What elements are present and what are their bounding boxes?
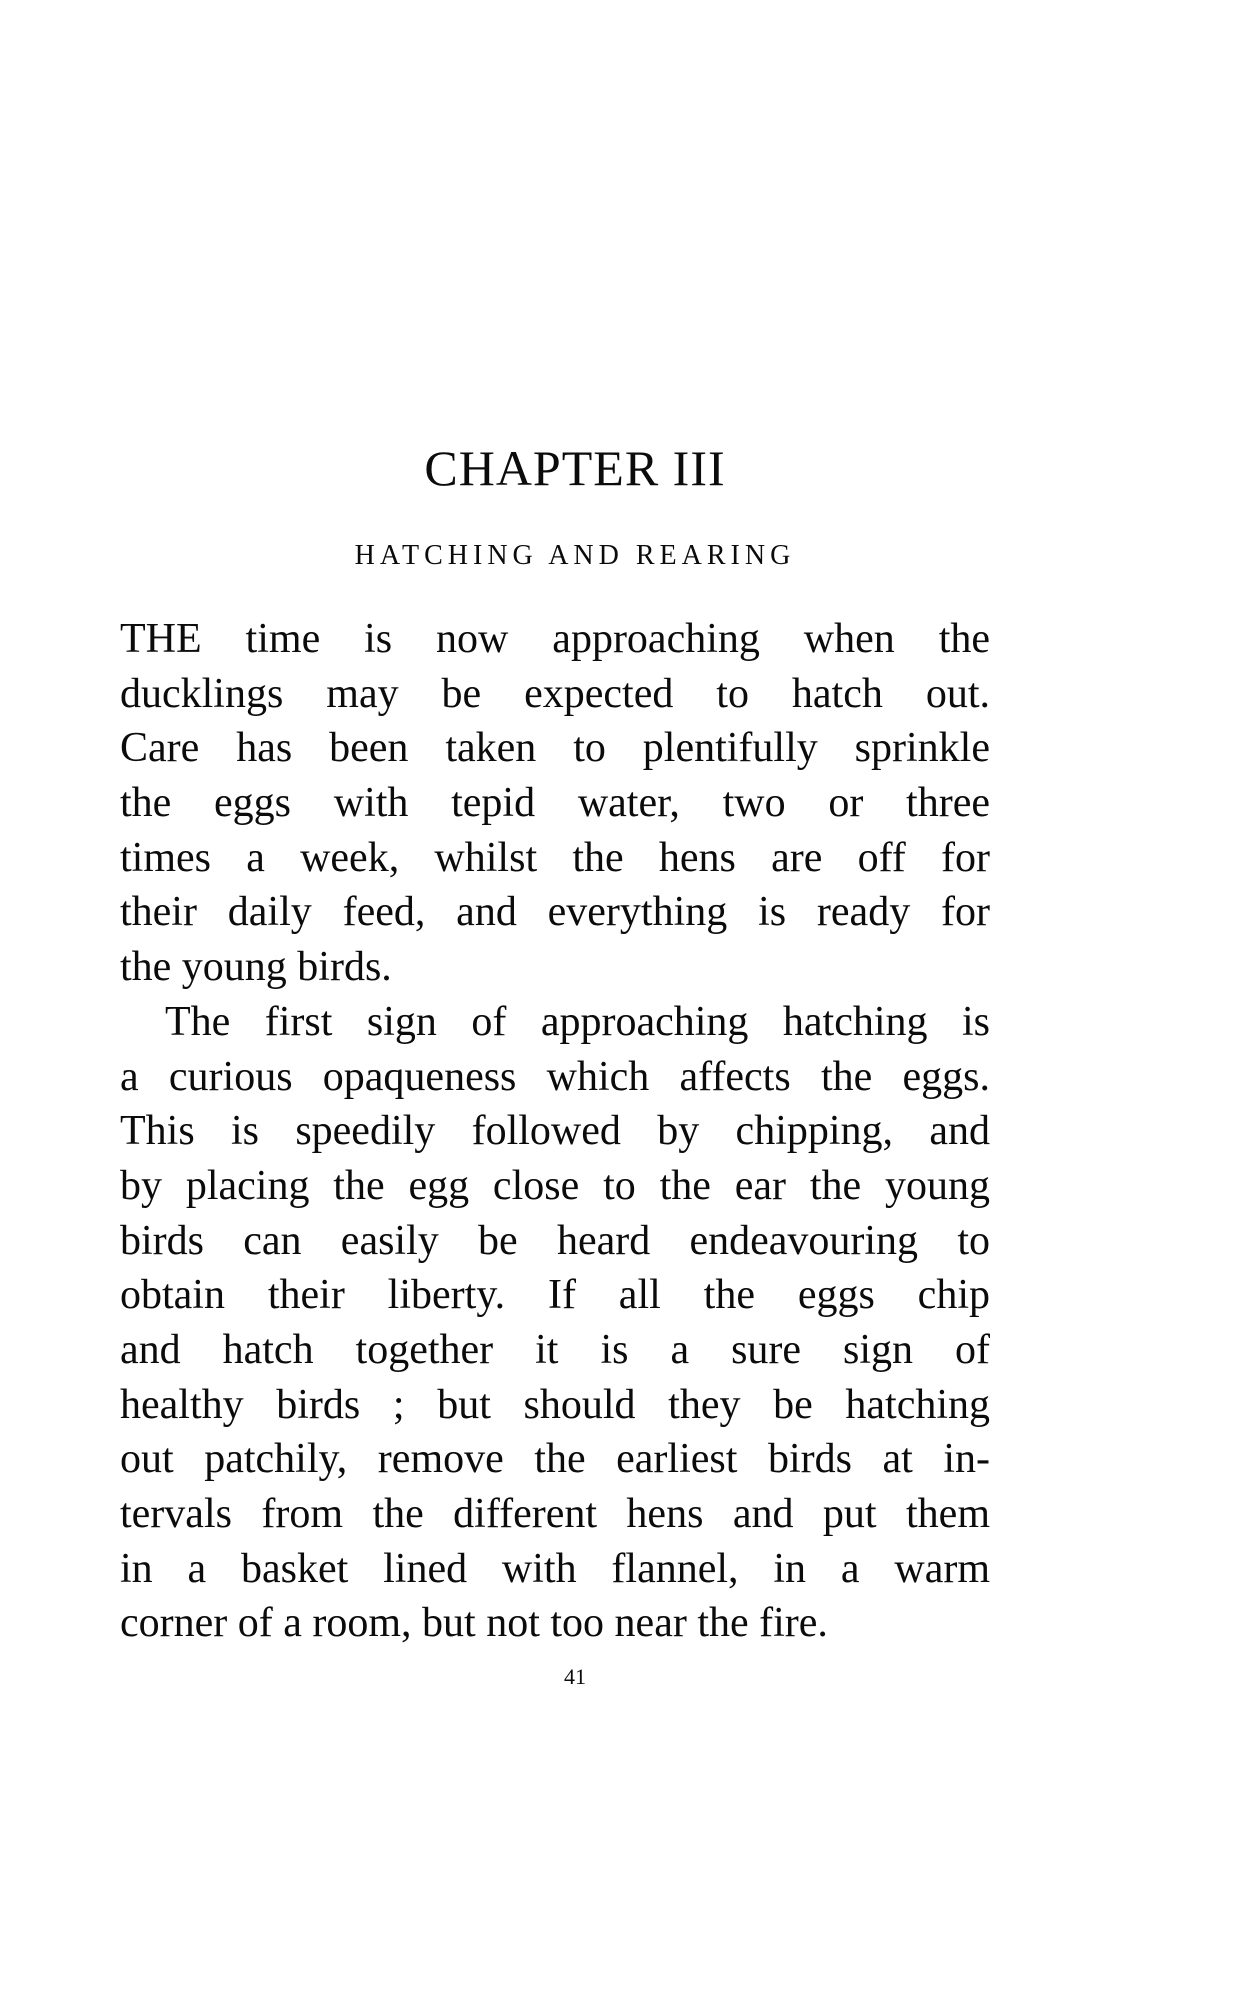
text-line: birds can easily be heard endeavouring to: [120, 1217, 990, 1264]
text-line: a curious opaqueness which affects the eggs.: [120, 1053, 990, 1100]
text-line: This is speedily followed by chipping, and: [120, 1108, 990, 1155]
text-line: their daily feed, and everything is ready for: [120, 889, 990, 936]
chapter-subtitle: HATCHING AND REARING: [354, 540, 796, 571]
text-line: The first sign of approaching hatching is: [165, 998, 990, 1045]
page-number: 41: [564, 1664, 586, 1689]
text-line: corner of a room, but not too near the fire.: [120, 1600, 828, 1647]
text-line: obtain their liberty. If all the eggs chip: [120, 1272, 990, 1319]
text-line: by placing the egg close to the ear the young: [120, 1162, 990, 1209]
text-line: tervals from the different hens and put them: [120, 1491, 990, 1537]
text-line: Care has been taken to plentifully sprinkle: [120, 725, 990, 772]
text-line: in a basket lined with flannel, in a warm: [120, 1545, 990, 1592]
text-line: times a week, whilst the hens are off for: [120, 834, 990, 881]
text-line: healthy birds ; but should they be hatching: [120, 1381, 990, 1428]
text-line: THE time is now approaching when the: [120, 616, 990, 662]
text-line: the young birds.: [120, 944, 392, 991]
body-text: [120, 612, 990, 1651]
text-line: and hatch together it is a sure sign of: [120, 1326, 990, 1373]
text-line: out patchily, remove the earliest birds at in-: [120, 1436, 990, 1483]
text-line: the eggs with tepid water, two or three: [120, 780, 990, 827]
text-line: ducklings may be expected to hatch out.: [120, 670, 990, 717]
chapter-title: CHAPTER III: [424, 440, 726, 496]
